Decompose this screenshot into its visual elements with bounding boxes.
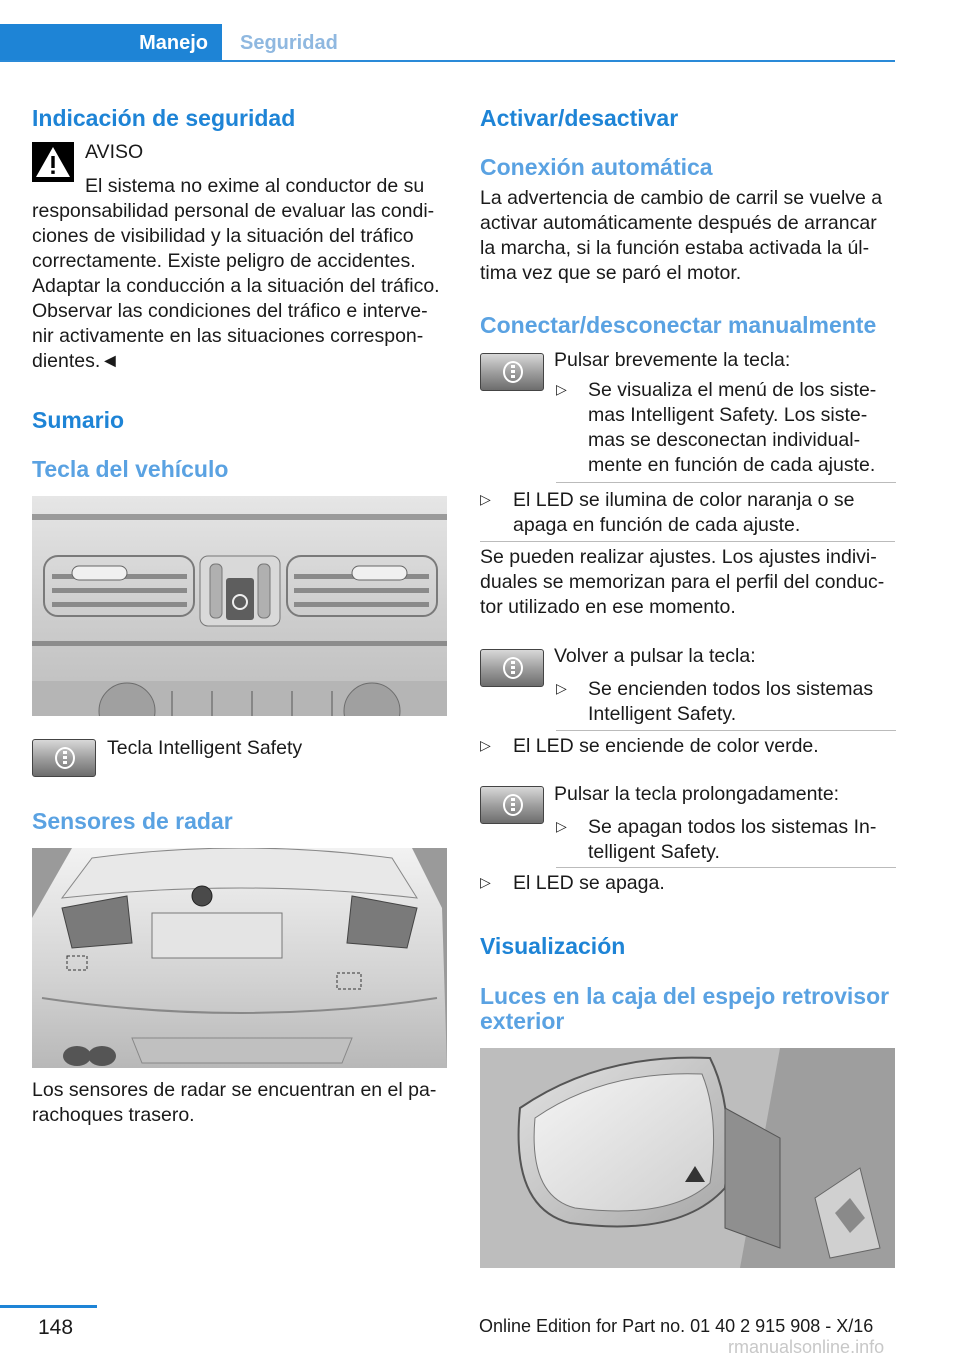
b2-line-2: apaga en función de cada ajuste. (513, 514, 801, 536)
divider (480, 541, 895, 542)
b5-line-1: Se apagan todos los sistemas In- (588, 816, 877, 838)
radar-line-1: Los sensores de radar se encuentran en el pa- (32, 1079, 437, 1101)
triangle-bullet-icon: ▷ (556, 818, 567, 834)
heading-mirror-line-1: Luces en la caja del espejo retrovisor (480, 983, 890, 1009)
heading-radar: Sensores de radar (32, 808, 233, 834)
divider (556, 867, 896, 868)
tab-manejo[interactable]: Manejo (0, 24, 222, 62)
triangle-bullet-icon: ▷ (480, 874, 491, 890)
auto-line-1: La advertencia de cambio de carril se vuelve a (480, 187, 883, 209)
triangle-bullet-icon: ▷ (556, 680, 567, 696)
intelligent-safety-key-icon (480, 353, 544, 391)
settings-line-1: Se pueden realizar ajustes. Los ajustes indivi- (480, 546, 877, 568)
warning-line-8: dientes.◄ (32, 350, 120, 372)
warning-line-5: Adaptar la conducción a la situación del tráfico. (32, 275, 440, 297)
intelligent-safety-key-icon (480, 649, 544, 687)
button-caption: Tecla Intelligent Safety (107, 737, 303, 759)
auto-line-2: activar automáticamente después de arrancar (480, 212, 877, 234)
b1-line-3: mas se desconectan individual- (588, 429, 861, 451)
press-again: Volver a pulsar la tecla: (554, 645, 756, 667)
heading-display: Visualización (480, 933, 626, 959)
b3-line-2: Intelligent Safety. (588, 703, 737, 725)
heading-summary: Sumario (32, 407, 125, 433)
mirror-indicator-illustration (480, 1048, 895, 1268)
heading-vehicle-button: Tecla del vehículo (32, 456, 229, 482)
chapter-tabs (0, 24, 895, 62)
settings-line-3: tor utilizado en ese momento. (480, 596, 736, 618)
warning-icon (32, 142, 74, 182)
warning-line-1: El sistema no exime al conductor de su (85, 175, 425, 197)
edition-note: Online Edition for Part no. 01 40 2 915 908 - X/16 (479, 1316, 874, 1336)
dashboard-button-illustration (32, 496, 447, 716)
heading-onoff: Activar/desactivar (480, 105, 679, 131)
b6: El LED se apaga. (513, 872, 665, 894)
b1-line-4: mente en función de cada ajuste. (588, 454, 876, 476)
intelligent-safety-key-icon (480, 786, 544, 824)
press-long: Pulsar la tecla prolongadamente: (554, 783, 840, 805)
heading-manual: Conectar/desconectar manualmente (480, 312, 877, 338)
triangle-bullet-icon: ▷ (556, 381, 567, 397)
b3-line-1: Se encienden todos los sistemas (588, 678, 874, 700)
page-number: 148 (38, 1316, 74, 1339)
b4: El LED se enciende de color verde. (513, 735, 819, 757)
radar-line-2: rachoques trasero. (32, 1104, 195, 1126)
divider (556, 482, 896, 483)
triangle-bullet-icon: ▷ (480, 737, 491, 753)
auto-line-4: tima vez que se paró el motor. (480, 262, 742, 284)
warning-line-4: correctamente. Existe peligro de accidentes. (32, 250, 416, 272)
warning-line-6: Observar las condiciones del tráfico e interve- (32, 300, 428, 322)
watermark: rmanualsonline.info (728, 1337, 885, 1357)
settings-line-2: duales se memorizan para el perfil del conduc- (480, 571, 885, 593)
triangle-bullet-icon: ▷ (480, 491, 491, 507)
b5-line-2: telligent Safety. (588, 841, 720, 863)
divider (556, 730, 896, 731)
b2-line-1: El LED se ilumina de color naranja o se (513, 489, 855, 511)
header-rule (0, 60, 895, 62)
right-column (480, 96, 900, 1276)
radar-sensors-illustration (32, 848, 447, 1068)
press-short: Pulsar brevemente la tecla: (554, 349, 791, 371)
warning-line-2: responsabilidad personal de evaluar las condi- (32, 200, 435, 222)
footer-rule (0, 1305, 97, 1308)
b1-line-2: mas Intelligent Safety. Los siste- (588, 404, 868, 426)
auto-line-3: la marcha, si la función estaba activada la úl- (480, 237, 870, 259)
tab-seguridad[interactable]: Seguridad (240, 32, 338, 54)
left-column (32, 96, 450, 1196)
heading-safety: Indicación de seguridad (32, 105, 296, 131)
intelligent-safety-key-icon (32, 739, 96, 777)
warning-line-3: ciones de visibilidad y la situación del tráfico (32, 225, 414, 247)
b1-line-1: Se visualiza el menú de los siste- (588, 379, 877, 401)
warning-label: AVISO (85, 141, 144, 163)
heading-mirror-line-2: exterior (480, 1008, 565, 1034)
heading-auto: Conexión automática (480, 154, 713, 180)
warning-line-7: nir activamente en las situaciones correspon- (32, 325, 424, 347)
